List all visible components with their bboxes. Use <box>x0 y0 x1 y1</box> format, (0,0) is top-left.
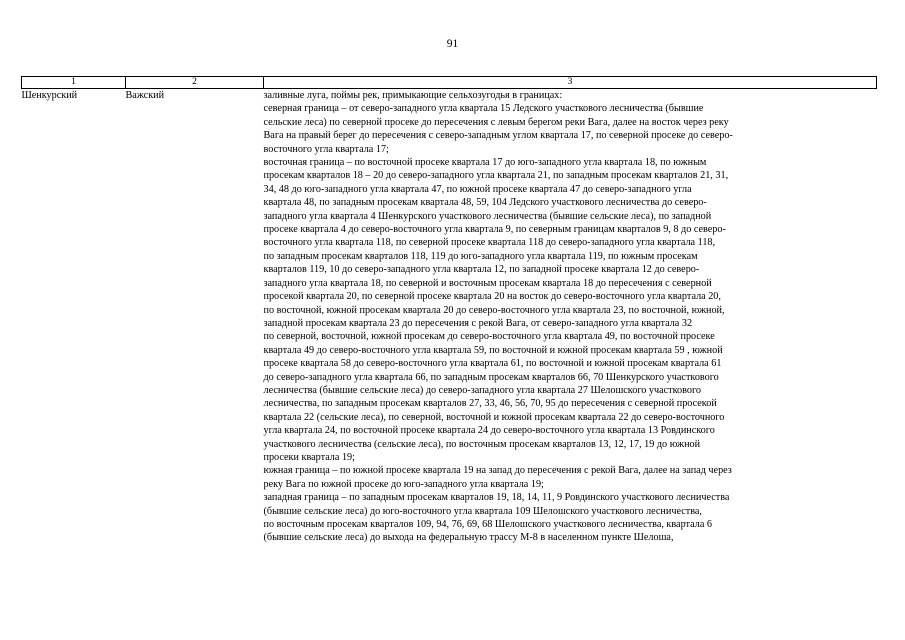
description-line: западная граница – по западным просекам кварталов 19, 18, 14, 11, 9 Ровдинского участкового лесничества <box>263 492 730 504</box>
description-line: восточная граница – по восточной просеке квартала 17 до юго-западного угла квартала 18, по южным <box>263 157 707 169</box>
description-line: по восточным просекам кварталов 109, 94, 76, 69, 68 Шелошского участкового лесничества, квартала 6 <box>263 519 712 530</box>
description-line: Вага на правый берег до пересечения с северо-западным углом квартала 17, по северной просеке до северо- <box>263 130 733 142</box>
description-line: (бывшие сельские леса) до выхода на федеральную трассу М-8 в населенном пункте Шелоша, <box>263 532 674 544</box>
forestry-cell: Важский <box>125 90 165 101</box>
column-header-1: 1 <box>22 77 126 89</box>
description-line: южная граница – по южной просеке квартала 19 на запад до пересечения с рекой Вага, далее на запад через <box>263 465 732 477</box>
description-line: просекам кварталов 18 – 20 до северо-западного угла квартала 21, по западным просекам кварталов 21, 31, <box>263 170 729 182</box>
description-line: квартала 48, по западным просекам квартала 48, 59, 104 Ледского участкового лесничества до северо- <box>263 197 707 209</box>
description-line: квартала 22 (сельские леса), по северной, восточной и южной просекам квартала 22 до северо-восточного <box>263 411 725 423</box>
column-header-3: 3 <box>264 77 877 89</box>
description-line: угла квартала 24, по восточной просеке квартала 24 до северо-восточного угла квартала 13 Ровдинского <box>263 425 715 437</box>
table-header-row <box>22 77 877 89</box>
boundary-table <box>21 76 877 545</box>
description-line: просеки квартала 19; <box>263 451 355 463</box>
district-cell: Шенкурский <box>21 90 78 101</box>
description-line: по западным просекам кварталов 118, 119 до юго-западного угла квартала 119, по южным просекам <box>263 250 698 262</box>
boundary-description-cell <box>264 89 877 545</box>
description-line: лесничества (бывшие сельские леса) до северо-западного угла квартала 27 Шелошского участкового <box>263 384 701 396</box>
description-line: западной просекам квартала 23 до пересечения с рекой Вага, от северо-западного угла квартала 32 <box>263 317 693 329</box>
description-line: западного угла квартала 18, по северной и восточным просекам квартала 18 до пересечения с северной <box>263 277 712 289</box>
description-line: реку Вага по южной просеке до юго-западного угла квартала 19; <box>263 478 544 490</box>
page-number: 91 <box>446 38 459 50</box>
description-line: просеке квартала 4 до северо-восточного угла квартала 9, по северным границам кварталов 9, 8 до северо- <box>263 224 726 236</box>
description-line: сельские леса) по северной просеке до пересечения с левым берегом реки Вага, далее на восток через реку <box>263 116 729 128</box>
description-line: западного угла квартала 4 Шенкурского участкового лесничества (бывшие сельские леса), по западной <box>263 210 712 222</box>
description-line: до северо-западного угла квартала 66, по западным просекам кварталов 66, 70 Шенкурского участкового <box>263 371 719 383</box>
description-line: по восточной, южной просекам квартала 20 до северо-восточного угла квартала 23, по восточной, южной, <box>263 304 725 316</box>
description-line: участкового лесничества (сельские леса), по восточным просекам кварталов 13, 12, 17, 19 до южной <box>263 438 701 450</box>
description-line: квартала 49 до северо-восточного угла квартала 59, по восточной и южной просекам квартала 59 , южной <box>263 344 723 356</box>
table-row <box>22 89 877 545</box>
description-line: северная граница – от северо-западного угла квартала 15 Ледского участкового лесничества (бывшие <box>263 103 704 115</box>
description-line: восточного угла квартала 17; <box>263 143 389 155</box>
description-line: заливные луга, поймы рек, примыкающие сельхозугодья в границах: <box>263 90 563 101</box>
description-line: (бывшие сельские леса) до юго-восточного угла квартала 109 Шелошского участкового лесничества, <box>263 505 702 517</box>
description-line: 34, 48 до юго-западного угла квартала 47, по южной просеке квартала 47 до северо-западного угла <box>263 183 692 195</box>
column-header-2: 2 <box>126 77 264 89</box>
description-line: по северной, восточной, южной просекам до северо-восточного угла квартала 49, по восточной просеке <box>263 331 715 343</box>
description-line: просекой квартала 20, по северной просеке квартала 20 на восток до северо-восточного угла квартала 20, <box>263 291 721 303</box>
description-line: просеке квартала 58 до северо-восточного угла квартала 61, по восточной и южной просекам квартала 61 <box>263 358 722 370</box>
description-line: кварталов 119, 10 до северо-западного угла квартала 12, по западной просеке квартала 12 до северо- <box>263 264 700 276</box>
description-line: лесничества, по западным просекам кварталов 27, 33, 46, 56, 70, 95 до пересечения с северной просекой <box>263 398 717 410</box>
description-line: восточного угла квартала 118, по северной просеке квартала 118 до северо-западного угла квартала 118, <box>263 237 716 249</box>
